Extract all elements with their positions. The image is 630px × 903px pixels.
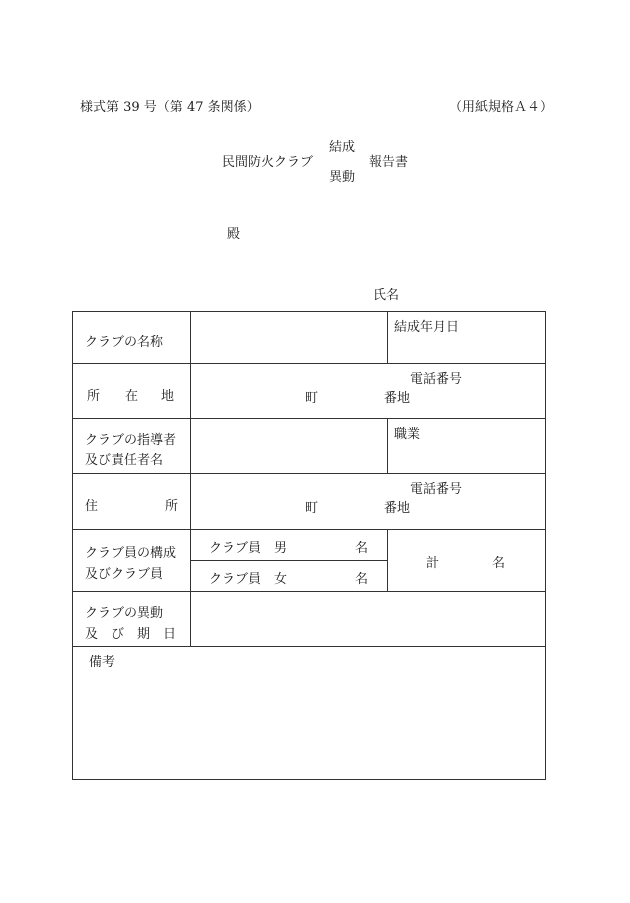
address-label-2: 所 xyxy=(165,499,179,514)
name-label: 氏名 xyxy=(373,288,400,303)
row-club-name xyxy=(73,312,546,364)
address-label-cell xyxy=(73,474,191,530)
female-members-label: クラブ員 女 xyxy=(209,572,288,587)
location-town-label: 町 xyxy=(305,391,319,406)
row-changes xyxy=(73,592,546,647)
leader-label-cell xyxy=(73,419,191,474)
remarks-label: 備考 xyxy=(89,655,116,670)
report-form-table xyxy=(72,311,546,780)
leader-label-2: 及び責任者名 xyxy=(85,453,164,468)
formation-date-cell[interactable] xyxy=(388,312,546,364)
female-count-cell[interactable] xyxy=(191,561,388,592)
location-banchi-label: 番地 xyxy=(384,391,411,406)
male-count-cell[interactable] xyxy=(191,530,388,561)
changes-label-cell xyxy=(73,592,191,647)
male-unit: 名 xyxy=(355,541,369,556)
address-input-cell[interactable] xyxy=(191,474,546,530)
club-name-label-cell xyxy=(73,312,191,364)
row-remarks xyxy=(73,647,546,780)
occupation-cell[interactable] xyxy=(388,419,546,474)
male-members-label: クラブ員 男 xyxy=(209,541,288,556)
row-address xyxy=(73,474,546,530)
location-label-1: 所 xyxy=(87,389,101,404)
location-label-cell xyxy=(73,364,191,419)
address-phone-label: 電話番号 xyxy=(410,482,463,497)
changes-label-2: 及 び 期 日 xyxy=(85,627,177,642)
location-label-2: 在 xyxy=(125,389,139,404)
location-phone-label: 電話番号 xyxy=(410,372,463,387)
changes-input-cell[interactable] xyxy=(191,592,546,647)
row-members-male xyxy=(73,530,546,561)
leader-label-1: クラブの指導者 xyxy=(85,433,177,448)
members-label-1: クラブ員の構成 xyxy=(85,546,177,561)
formation-date-label: 結成年月日 xyxy=(394,320,460,335)
addressee-honorific: 殿 xyxy=(227,227,241,242)
changes-label-1: クラブの異動 xyxy=(85,606,164,621)
paper-size-note: （用紙規格Ａ４） xyxy=(449,100,554,115)
total-unit: 名 xyxy=(492,556,506,571)
address-label-1: 住 xyxy=(85,499,99,514)
remarks-cell[interactable] xyxy=(73,647,546,780)
total-count-cell[interactable] xyxy=(388,530,546,592)
members-label-cell xyxy=(73,530,191,592)
female-unit: 名 xyxy=(355,572,369,587)
title-option-change: 異動 xyxy=(329,170,356,185)
leader-input-cell[interactable] xyxy=(191,419,388,474)
members-label-2: 及びクラブ員 xyxy=(85,567,164,582)
row-leader xyxy=(73,419,546,474)
row-location xyxy=(73,364,546,419)
title-option-formation: 結成 xyxy=(329,140,356,155)
title-main: 民間防火クラブ xyxy=(222,155,314,170)
address-town-label: 町 xyxy=(305,501,319,516)
form-number: 様式第 39 号（第 47 条関係） xyxy=(80,100,260,115)
occupation-label: 職業 xyxy=(394,427,421,442)
club-name-label: クラブの名称 xyxy=(85,335,164,350)
total-label: 計 xyxy=(426,556,440,571)
location-label-3: 地 xyxy=(161,389,175,404)
location-input-cell[interactable] xyxy=(191,364,546,419)
address-banchi-label: 番地 xyxy=(384,501,411,516)
title-suffix: 報告書 xyxy=(369,155,409,170)
club-name-input-cell[interactable] xyxy=(191,312,388,364)
